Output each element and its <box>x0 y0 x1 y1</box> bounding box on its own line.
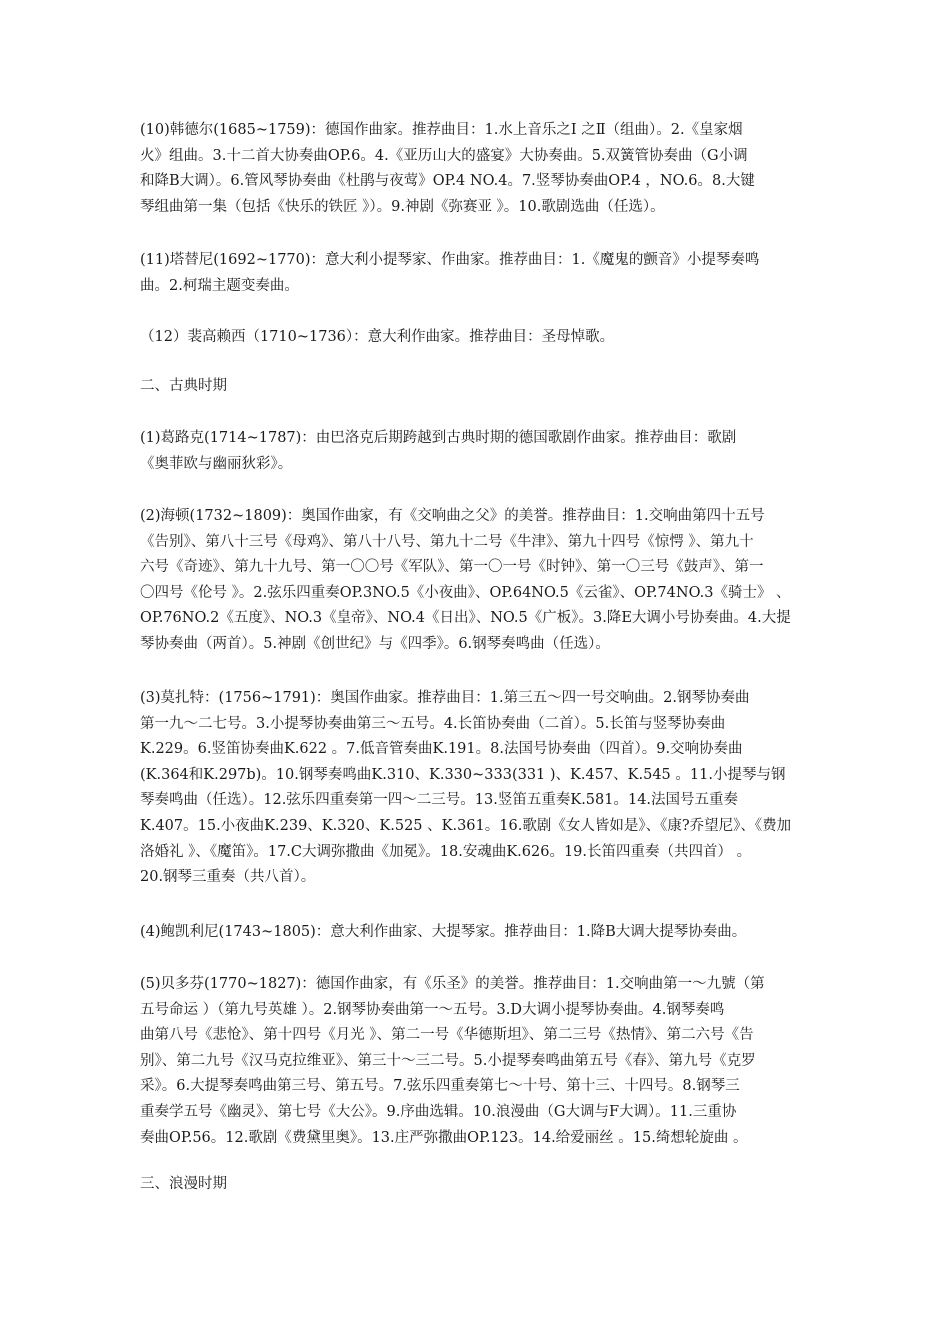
paragraph-beethoven <box>140 972 820 1151</box>
text-line: 琴奏鸣曲（任选）。12.弦乐四重奏第一四～二三号。13.竖笛五重奏K.581。14.法国号五重奏 <box>140 792 739 809</box>
section-heading: 二、古典时期 <box>140 378 227 394</box>
paragraph-boccherini <box>140 920 820 946</box>
text-line: 洛婚礼 》、《魔笛》。17.C大调弥撒曲《加冕》。18.安魂曲K.626。19.长笛四重奏（共四首） 。 <box>140 843 752 860</box>
text-line: 奏曲OP.56。12.歌剧《费黛里奥》。13.庄严弥撒曲OP.123。14.给爱丽丝 。15.绮想轮旋曲 。 <box>140 1129 748 1146</box>
text-line: (11)塔替尼(1692~1770)：意大利小提琴家、作曲家。推荐曲目：1.《魔鬼的颤音》小提琴奏鸣 <box>140 252 760 268</box>
paragraph-tartini <box>140 248 820 299</box>
text-line: 别》、第二九号《汉马克拉维亚》、第三十～三二号。5.小提琴奏鸣曲第五号《春》、第九号《克罗 <box>140 1052 756 1069</box>
text-line: 和降B大调）。6.管风琴协奏曲《杜鹃与夜莺》OP.4 NO.4。7.竖琴协奏曲OP.4 ，NO.6。8.大键 <box>140 173 755 190</box>
section-heading-classical <box>140 374 820 400</box>
section-heading-romantic <box>140 1172 820 1198</box>
text-line: 五号命运 ）（第九号英雄 ）。2.钢琴协奏曲第一～五号。3.D大调小提琴协奏曲。4.钢琴奏鸣 <box>140 1001 725 1018</box>
text-line: (K.364和K.297b)。10.钢琴奏鸣曲K.310、K.330~333(331 )、K.457、K.545 。11.小提琴与钢 <box>140 766 786 783</box>
text-line: 火》组曲。3.十二首大协奏曲OP.6。4.《亚历山大的盛宴》大协奏曲。5.双簧管协奏曲（G小调 <box>140 147 748 164</box>
text-line: (4)鲍凯利尼(1743~1805)：意大利作曲家、大提琴家。推荐曲目：1.降B大调大提琴协奏曲。 <box>140 924 747 940</box>
paragraph-haydn <box>140 504 820 658</box>
text-line: (2)海顿(1732~1809)：奥国作曲家，有《交响曲之父》的美誉。推荐曲目：1.交响曲第四十五号 <box>140 508 765 524</box>
text-line: 琴协奏曲（两首）。5.神剧《创世纪》与《四季》。6.钢琴奏鸣曲（任选）。 <box>140 635 610 652</box>
text-line: 琴组曲第一集（包括《快乐的铁匠 》）。9.神剧《弥赛亚 》。10.歌剧选曲（任选）。 <box>140 198 665 215</box>
text-line: (3)莫扎特：(1756~1791)：奥国作曲家。推荐曲目：1.第三五～四一号交响曲。2.钢琴协奏曲 <box>140 690 750 706</box>
text-line: (1)葛路克(1714~1787)：由巴洛克后期跨越到古典时期的德国歌剧作曲家。推荐曲目：歌剧 <box>140 430 737 446</box>
text-line: 六号《奇迹》、第九十九号、第一〇〇号《军队》、第一〇一号《时钟》、第一〇三号《鼓声》、第一 <box>140 559 764 576</box>
paragraph-pergolesi <box>140 325 820 351</box>
paragraph-handel <box>140 118 820 220</box>
text-line: (5)贝多芬(1770~1827)：德国作曲家，有《乐圣》的美誉。推荐曲目：1.交响曲第一～九號（第 <box>140 976 765 992</box>
text-line: 曲。2.柯瑞主题变奏曲。 <box>140 277 299 294</box>
text-line: （12）裴高赖西（1710~1736）：意大利作曲家。推荐曲目：圣母悼歌。 <box>140 329 615 345</box>
section-heading: 三、浪漫时期 <box>140 1176 227 1192</box>
text-line: K.407。15.小夜曲K.239、K.320、K.525 、K.361。16.歌剧《女人皆如是》、《康?乔望尼》、《费加 <box>140 817 792 834</box>
text-line: 《告别》、第八十三号《母鸡》、第八十八号、第九十二号《牛津》、第九十四号《惊愕 》、第九十 <box>140 533 754 550</box>
text-line: OP.76NO.2《五度》、NO.3《皇帝》、NO.4《日出》、NO.5《广板》。3.降E大调小号协奏曲。4.大提 <box>140 610 791 627</box>
text-line: 〇四号《伦号 》。2.弦乐四重奏OP.3NO.5《小夜曲》、OP.64NO.5《云雀》、OP.74NO.3《骑士》 、 <box>140 584 791 601</box>
text-line: 《奥菲欧与幽丽狄彩》。 <box>140 455 293 472</box>
paragraph-mozart <box>140 686 820 891</box>
text-line: K.229。6.竖笛协奏曲K.622 。7.低音管奏曲K.191。8.法国号协奏曲（四首）。9.交响协奏曲 <box>140 741 743 758</box>
text-line: (10)韩德尔(1685~1759)：德国作曲家。推荐曲目：1.水上音乐之Ⅰ 之Ⅱ（组曲）。2.《皇家烟 <box>140 122 743 138</box>
text-line: 曲第八号《悲怆》、第十四号《月光 》、第二一号《华德斯坦》、第二三号《热情》、第二六号《告 <box>140 1027 754 1044</box>
text-line: 第一九～二七号。3.小提琴协奏曲第三～五号。4.长笛协奏曲（二首）。5.长笛与竖琴协奏曲 <box>140 715 726 732</box>
paragraph-gluck <box>140 426 820 477</box>
text-line: 20.钢琴三重奏（共八首）。 <box>140 869 316 886</box>
text-line: 采》。6.大提琴奏鸣曲第三号、第五号。7.弦乐四重奏第七～十号、第十三、十四号。8.钢琴三 <box>140 1078 740 1095</box>
text-line: 重奏学五号《幽灵》、第七号《大公》。9.序曲选辑。10.浪漫曲（G大调与F大调）。11.三重协 <box>140 1103 737 1120</box>
